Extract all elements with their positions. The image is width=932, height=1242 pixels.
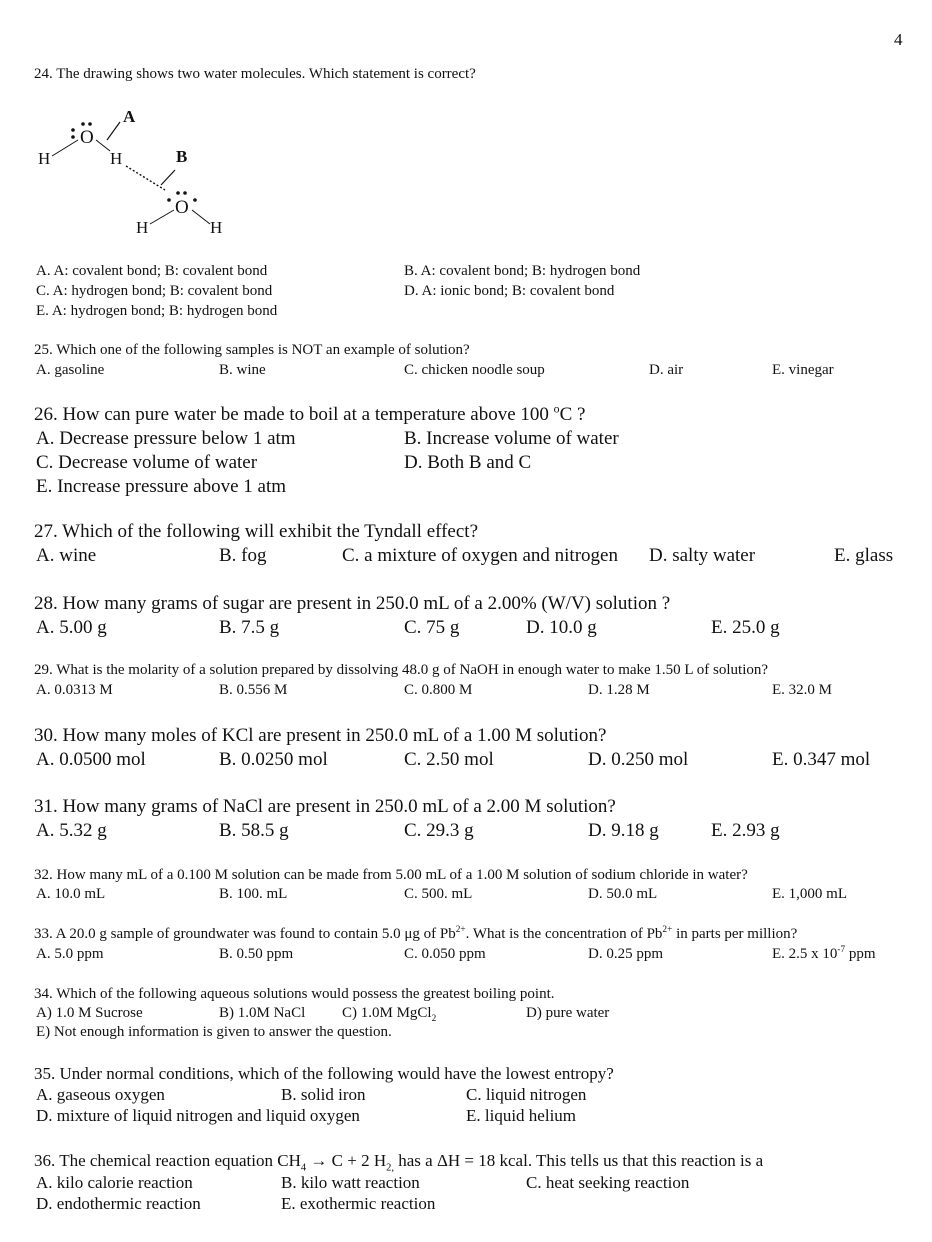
q33-stem: 33. A 20.0 g sample of groundwater was found to contain 5.0 μg of $Pb^{2+}$. What is the concentration of $Pb^{2+}$ in parts per million? <box>34 925 798 942</box>
q35-option-a: A. gaseous oxygen <box>36 1085 165 1104</box>
q34-option-e: E) Not enough information is given to answer the question. <box>36 1024 392 1040</box>
bond-o-h <box>150 210 174 224</box>
q25-stem: 25. Which one of the following samples is NOT an example of solution? <box>34 342 470 358</box>
q26-stem: 26. How can pure water be made to boil at a temperature above 100 $^o$C ? <box>34 402 586 425</box>
q32-option-b: B. 100. mL <box>219 886 288 902</box>
q33-option-b: B. 0.50 ppm <box>219 946 294 962</box>
q27-option-c: C. a mixture of oxygen and nitrogen <box>342 545 618 566</box>
q35-option-c: C. liquid nitrogen <box>466 1085 587 1104</box>
q29-option-a: A. 0.0313 M <box>36 682 113 698</box>
q33-option-e: E. 2.5 x $10^{-7}$ ppm <box>772 945 876 962</box>
q28-option-b: B. 7.5 g <box>219 617 280 638</box>
q36-option-b: B. kilo watt reaction <box>281 1173 420 1192</box>
lone-pair-dot <box>81 122 85 126</box>
q31-stem: 31. How many grams of NaCl are present in 250.0 mL of a 2.00 M solution? <box>34 796 616 817</box>
bond-o-h <box>52 140 78 156</box>
q31-option-a: A. 5.32 g <box>36 820 107 841</box>
q29-stem: 29. What is the molarity of a solution prepared by dissolving 48.0 g of NaOH in enough water to make 1.50 L of solution? <box>34 662 769 678</box>
q25-option-a: A. gasoline <box>36 362 105 378</box>
lone-pair-dot <box>167 198 171 202</box>
q29-option-d: D. 1.28 M <box>588 682 650 698</box>
oxygen-atom-1: O <box>80 127 94 148</box>
q33-option-c: C. 0.050 ppm <box>404 946 486 962</box>
hydrogen-atom-2b: H <box>210 218 223 237</box>
q32-option-d: D. 50.0 mL <box>588 886 658 902</box>
q26-option-c: C. Decrease volume of water <box>36 452 258 473</box>
q33-option-a: A. 5.0 ppm <box>36 946 104 962</box>
q25-option-e: E. vinegar <box>772 362 834 378</box>
q35-stem: 35. Under normal conditions, which of the following would have the lowest entropy? <box>34 1064 614 1083</box>
lone-pair-dot <box>183 191 187 195</box>
q28-option-a: A. 5.00 g <box>36 617 107 638</box>
lone-pair-dot <box>176 191 180 195</box>
q32-stem: 32. How many mL of a 0.100 M solution can be made from 5.00 mL of a 1.00 M solution of sodium chloride in water? <box>34 867 748 883</box>
lone-pair-dot <box>71 135 75 139</box>
q30-stem: 30. How many moles of KCl are present in 250.0 mL of a 1.00 M solution? <box>34 725 607 746</box>
q34-option-c: C) 1.0M MgCl$_2$ <box>342 1005 437 1024</box>
q30-option-d: D. 0.250 mol <box>588 749 689 770</box>
hydrogen-bond-line <box>126 166 165 190</box>
hydrogen-atom-1b: H <box>110 149 123 168</box>
q28-option-c: C. 75 g <box>404 617 460 638</box>
q34-option-a: A) 1.0 M Sucrose <box>36 1005 143 1021</box>
q36-stem: 36. The chemical reaction equation $CH_4 \to C + 2$ $H_{2,}$ has a ΔH = 18 kcal. This tells us that this reaction is a <box>34 1151 764 1174</box>
lone-pair-dot <box>88 122 92 126</box>
q35-option-b: B. solid iron <box>281 1085 366 1104</box>
q31-option-d: D. 9.18 g <box>588 820 659 841</box>
q24-option-d: D. A: ionic bond; B: covalent bond <box>404 283 615 299</box>
bond-o-h <box>192 210 210 224</box>
diagram-label-b: B <box>176 147 188 166</box>
q29-option-e: E. 32.0 M <box>772 682 832 698</box>
q31-option-c: C. 29.3 g <box>404 820 474 841</box>
hydrogen-atom-2a: H <box>136 218 149 237</box>
arrow-a <box>107 122 120 140</box>
lone-pair-dot <box>71 128 75 132</box>
q28-stem: 28. How many grams of sugar are present in 250.0 mL of a 2.00% (W/V) solution ? <box>34 593 671 614</box>
q30-option-a: A. 0.0500 mol <box>36 749 146 770</box>
q34-option-d: D) pure water <box>526 1005 610 1021</box>
q29-option-b: B. 0.556 M <box>219 682 288 698</box>
oxygen-atom-2: O <box>175 197 189 218</box>
q24-option-c: C. A: hydrogen bond; B: covalent bond <box>36 283 273 299</box>
q32-option-c: C. 500. mL <box>404 886 473 902</box>
q34-option-b: B) 1.0M NaCl <box>219 1005 306 1021</box>
lone-pair-dot <box>193 198 197 202</box>
q28-option-e: E. 25.0 g <box>711 617 780 638</box>
q30-option-e: E. 0.347 mol <box>772 749 871 770</box>
q32-option-e: E. 1,000 mL <box>772 886 847 902</box>
q27-option-d: D. salty water <box>649 545 756 566</box>
q26-option-e: E. Increase pressure above 1 atm <box>36 476 287 497</box>
q28-option-d: D. 10.0 g <box>526 617 597 638</box>
diagram-label-a: A <box>123 107 136 126</box>
q27-stem: 27. Which of the following will exhibit the Tyndall effect? <box>34 521 479 542</box>
q31-option-e: E. 2.93 g <box>711 820 780 841</box>
q24-stem: 24. The drawing shows two water molecules. Which statement is correct? <box>34 66 476 82</box>
q26-option-d: D. Both B and C <box>404 452 532 473</box>
q36-option-c: C. heat seeking reaction <box>526 1173 690 1192</box>
q26-option-b: B. Increase volume of water <box>404 428 619 449</box>
q36-option-e: E. exothermic reaction <box>281 1194 436 1213</box>
q33-option-d: D. 0.25 ppm <box>588 946 663 962</box>
q25-option-b: B. wine <box>219 362 266 378</box>
q25-option-d: D. air <box>649 362 684 378</box>
q30-option-b: B. 0.0250 mol <box>219 749 328 770</box>
water-molecules-diagram <box>30 100 260 240</box>
q24-option-b: B. A: covalent bond; B: hydrogen bond <box>404 263 641 279</box>
q32-option-a: A. 10.0 mL <box>36 886 106 902</box>
q27-option-b: B. fog <box>219 545 267 566</box>
q36-option-a: A. kilo calorie reaction <box>36 1173 193 1192</box>
q34-stem: 34. Which of the following aqueous solutions would possess the greatest boiling point. <box>34 986 555 1002</box>
q36-option-d: D. endothermic reaction <box>36 1194 201 1213</box>
q26-option-a: A. Decrease pressure below 1 atm <box>36 428 296 449</box>
q27-option-a: A. wine <box>36 545 97 566</box>
q31-option-b: B. 58.5 g <box>219 820 289 841</box>
q27-option-e: E. glass <box>834 545 894 566</box>
q25-option-c: C. chicken noodle soup <box>404 362 545 378</box>
hydrogen-atom-1a: H <box>38 149 51 168</box>
bond-o-h <box>96 140 110 151</box>
q30-option-c: C. 2.50 mol <box>404 749 494 770</box>
page-number: 4 <box>894 30 903 49</box>
q24-option-a: A. A: covalent bond; B: covalent bond <box>36 263 268 279</box>
arrow-b <box>161 170 175 185</box>
q24-option-e: E. A: hydrogen bond; B: hydrogen bond <box>36 303 278 319</box>
q35-option-e: E. liquid helium <box>466 1106 577 1125</box>
q29-option-c: C. 0.800 M <box>404 682 473 698</box>
q35-option-d: D. mixture of liquid nitrogen and liquid oxygen <box>36 1106 360 1125</box>
